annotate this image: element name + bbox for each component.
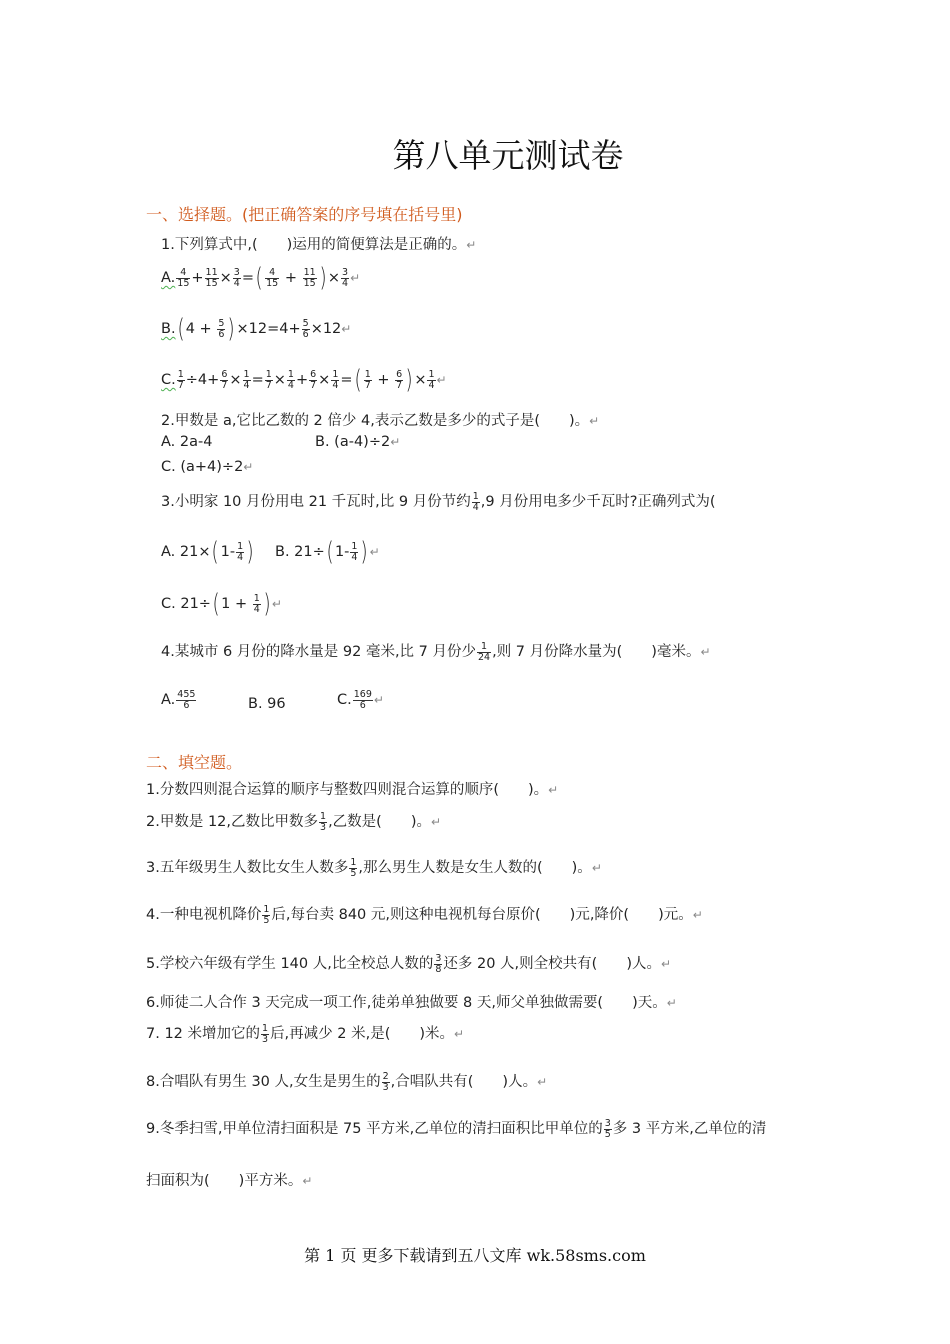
fill-text: 4.一种电视机降价	[146, 907, 262, 923]
fraction-denominator: 6	[183, 699, 190, 711]
option-text: C. (a+4)÷2	[161, 459, 244, 475]
fill-text: 7. 12 米增加它的	[146, 1026, 261, 1042]
fill-item-9: 9.冬季扫雪,甲单位清扫面积是 75 平方米,乙单位的清扫面积比甲单位的 $\frac{3}{5}$ 多 3 平方米,乙单位的清	[146, 1118, 767, 1140]
fill-item-3: 3.五年级男生人数比女生人数多 $\frac{1}{5}$ ,那么男生人数是女生人数的( )。↵	[146, 857, 602, 879]
section-heading-choice: 一、选择题。(把正确答案的序号填在括号里)	[146, 205, 463, 224]
fill-text: 还多 20 人,则全校共有( )人。	[443, 956, 661, 972]
fill-text: 3.五年级男生人数比女生人数多	[146, 860, 349, 876]
fill-item-5: 5.学校六年级有学生 140 人,比全校总人数的 $\frac{3}{8}$ 还多 20 人,则全校共有( )人。↵	[146, 953, 672, 975]
question-3-option-a: A. 21×( 1- $\frac{1}{4}$ )	[161, 537, 254, 567]
fill-text: ,乙数是( )。	[328, 814, 431, 830]
option-label: C.	[161, 372, 176, 388]
fill-text: 9.冬季扫雪,甲单位清扫面积是 75 平方米,乙单位的清扫面积比甲单位的	[146, 1121, 603, 1137]
fraction-numerator: 169	[353, 689, 372, 700]
fill-item-8: 8.合唱队有男生 30 人,女生是男生的 $\frac{2}{3}$ ,合唱队共有( )人。↵	[146, 1071, 548, 1093]
option-text: B. 21÷	[275, 544, 325, 560]
fill-text: 6.师徒二人合作 3 天完成一项工作,徒弟单独做要 8 天,师父单独做需要( )天。	[146, 995, 667, 1011]
question-2-option-c: C. (a+4)÷2↵	[161, 459, 254, 475]
option-text: B. (a-4)÷2	[315, 434, 391, 450]
fill-text: 后,再减少 2 米,是( )米。	[270, 1026, 455, 1042]
page-footer: 第 1 页 更多下载请到五八文库 wk.58sms.com	[304, 1246, 646, 1265]
fill-item-4: 4.一种电视机降价 $\frac{1}{5}$ 后,每台卖 840 元,则这种电视机每台原价( )元,降价( )元。↵	[146, 904, 703, 926]
fill-text: 5.学校六年级有学生 140 人,比全校总人数的	[146, 956, 434, 972]
question-2-option-a: A. 2a-4	[161, 434, 213, 450]
question-4-text-post: ,则 7 月份降水量为( )毫米。	[492, 644, 701, 660]
option-label: B.	[161, 321, 176, 337]
question-1-option-b: B.( 4 + $\frac{5}{6}$ ) ×12=4+ $\frac{5}{6}$ ×12↵	[161, 314, 352, 344]
fill-item-9-continued: 扫面积为( )平方米。↵	[146, 1173, 313, 1189]
question-4-option-b: B. 96	[248, 696, 286, 712]
section-heading-fill: 二、填空题。	[146, 753, 243, 772]
option-text: C. 21÷	[161, 596, 211, 612]
fill-text: 扫面积为( )平方米。	[146, 1173, 303, 1189]
fill-item-2: 2.甲数是 12,乙数比甲数多 $\frac{1}{3}$ ,乙数是( )。↵	[146, 811, 442, 833]
question-2-stem: 2.甲数是 a,它比乙数的 2 倍少 4,表示乙数是多少的式子是( )。↵	[161, 413, 600, 429]
fill-text: 8.合唱队有男生 30 人,女生是男生的	[146, 1074, 381, 1090]
question-4-text-pre: 4.某城市 6 月份的降水量是 92 毫米,比 7 月份少	[161, 644, 476, 660]
fill-text: 后,每台卖 840 元,则这种电视机每台原价( )元,降价( )元。	[271, 907, 693, 923]
question-3-option-b: B. 21÷( 1- $\frac{1}{4}$ ) ↵	[275, 537, 380, 567]
fraction-denominator: 6	[359, 699, 366, 711]
fill-item-7: 7. 12 米增加它的 $\frac{1}{3}$ 后,再减少 2 米,是( )米。↵	[146, 1023, 465, 1045]
option-text: A. 21×	[161, 544, 211, 560]
page-title: 第八单元测试卷	[392, 136, 624, 175]
question-4-stem: 4.某城市 6 月份的降水量是 92 毫米,比 7 月份少 $\frac{1}{24}$ ,则 7 月份降水量为( )毫米。↵	[161, 641, 711, 663]
question-1-text: 1.下列算式中,( )运用的简便算法是正确的。	[161, 237, 467, 253]
fraction-numerator: 455	[177, 689, 196, 700]
fill-text: 2.甲数是 12,乙数比甲数多	[146, 814, 319, 830]
option-label: C.	[337, 692, 352, 708]
question-1-option-a: A. $\frac{4}{15}$ + $\frac{11}{15}$ × $\frac{3}{4}$ =( $\frac{4}{15}$ + $\frac{11}{15}$ ) × $\frac{3}{4}$ ↵	[161, 263, 361, 293]
question-1-option-c: C. $\frac{1}{7}$ ÷4+ $\frac{6}{7}$ × $\frac{1}{4}$ = $\frac{1}{7}$ × $\frac{1}{4}$ + $\frac{6}{7}$ × $\frac{1}{4}$ =( $\frac{1}{7}$ + $\frac{6}{7}$ ) × $\frac{1}{4}$ ↵	[161, 365, 447, 395]
fill-text: ,那么男生人数是女生人数的( )。	[358, 860, 592, 876]
question-1-stem: 1.下列算式中,( )运用的简便算法是正确的。↵	[161, 237, 477, 253]
question-2-text: 2.甲数是 a,它比乙数的 2 倍少 4,表示乙数是多少的式子是( )。	[161, 413, 590, 429]
fill-item-6: 6.师徒二人合作 3 天完成一项工作,徒弟单独做要 8 天,师父单独做需要( )天。↵	[146, 995, 677, 1011]
fill-text: 多 3 平方米,乙单位的清	[612, 1121, 767, 1137]
question-3-text-post: ,9 月份用电多少千瓦时?正确列式为(	[480, 494, 716, 510]
question-3-option-c: C. 21÷( 1 + $\frac{1}{4}$ ) ↵	[161, 589, 282, 619]
option-label: A.	[161, 692, 176, 708]
question-3-text-pre: 3.小明家 10 月份用电 21 千瓦时,比 9 月份节约	[161, 494, 471, 510]
question-3-stem: 3.小明家 10 月份用电 21 千瓦时,比 9 月份节约 $\frac{1}{4}$ ,9 月份用电多少千瓦时?正确列式为(	[161, 491, 716, 513]
fill-text: 1.分数四则混合运算的顺序与整数四则混合运算的顺序( )。	[146, 782, 549, 798]
option-label: A.	[161, 270, 176, 286]
fill-text: ,合唱队共有( )人。	[390, 1074, 538, 1090]
question-4-option-a	[161, 690, 197, 710]
question-4-option-c: C. $\frac{169}{6}$ ↵	[337, 689, 384, 711]
question-2-option-b: B. (a-4)÷2↵	[315, 434, 401, 450]
fill-item-1: 1.分数四则混合运算的顺序与整数四则混合运算的顺序( )。↵	[146, 782, 559, 798]
